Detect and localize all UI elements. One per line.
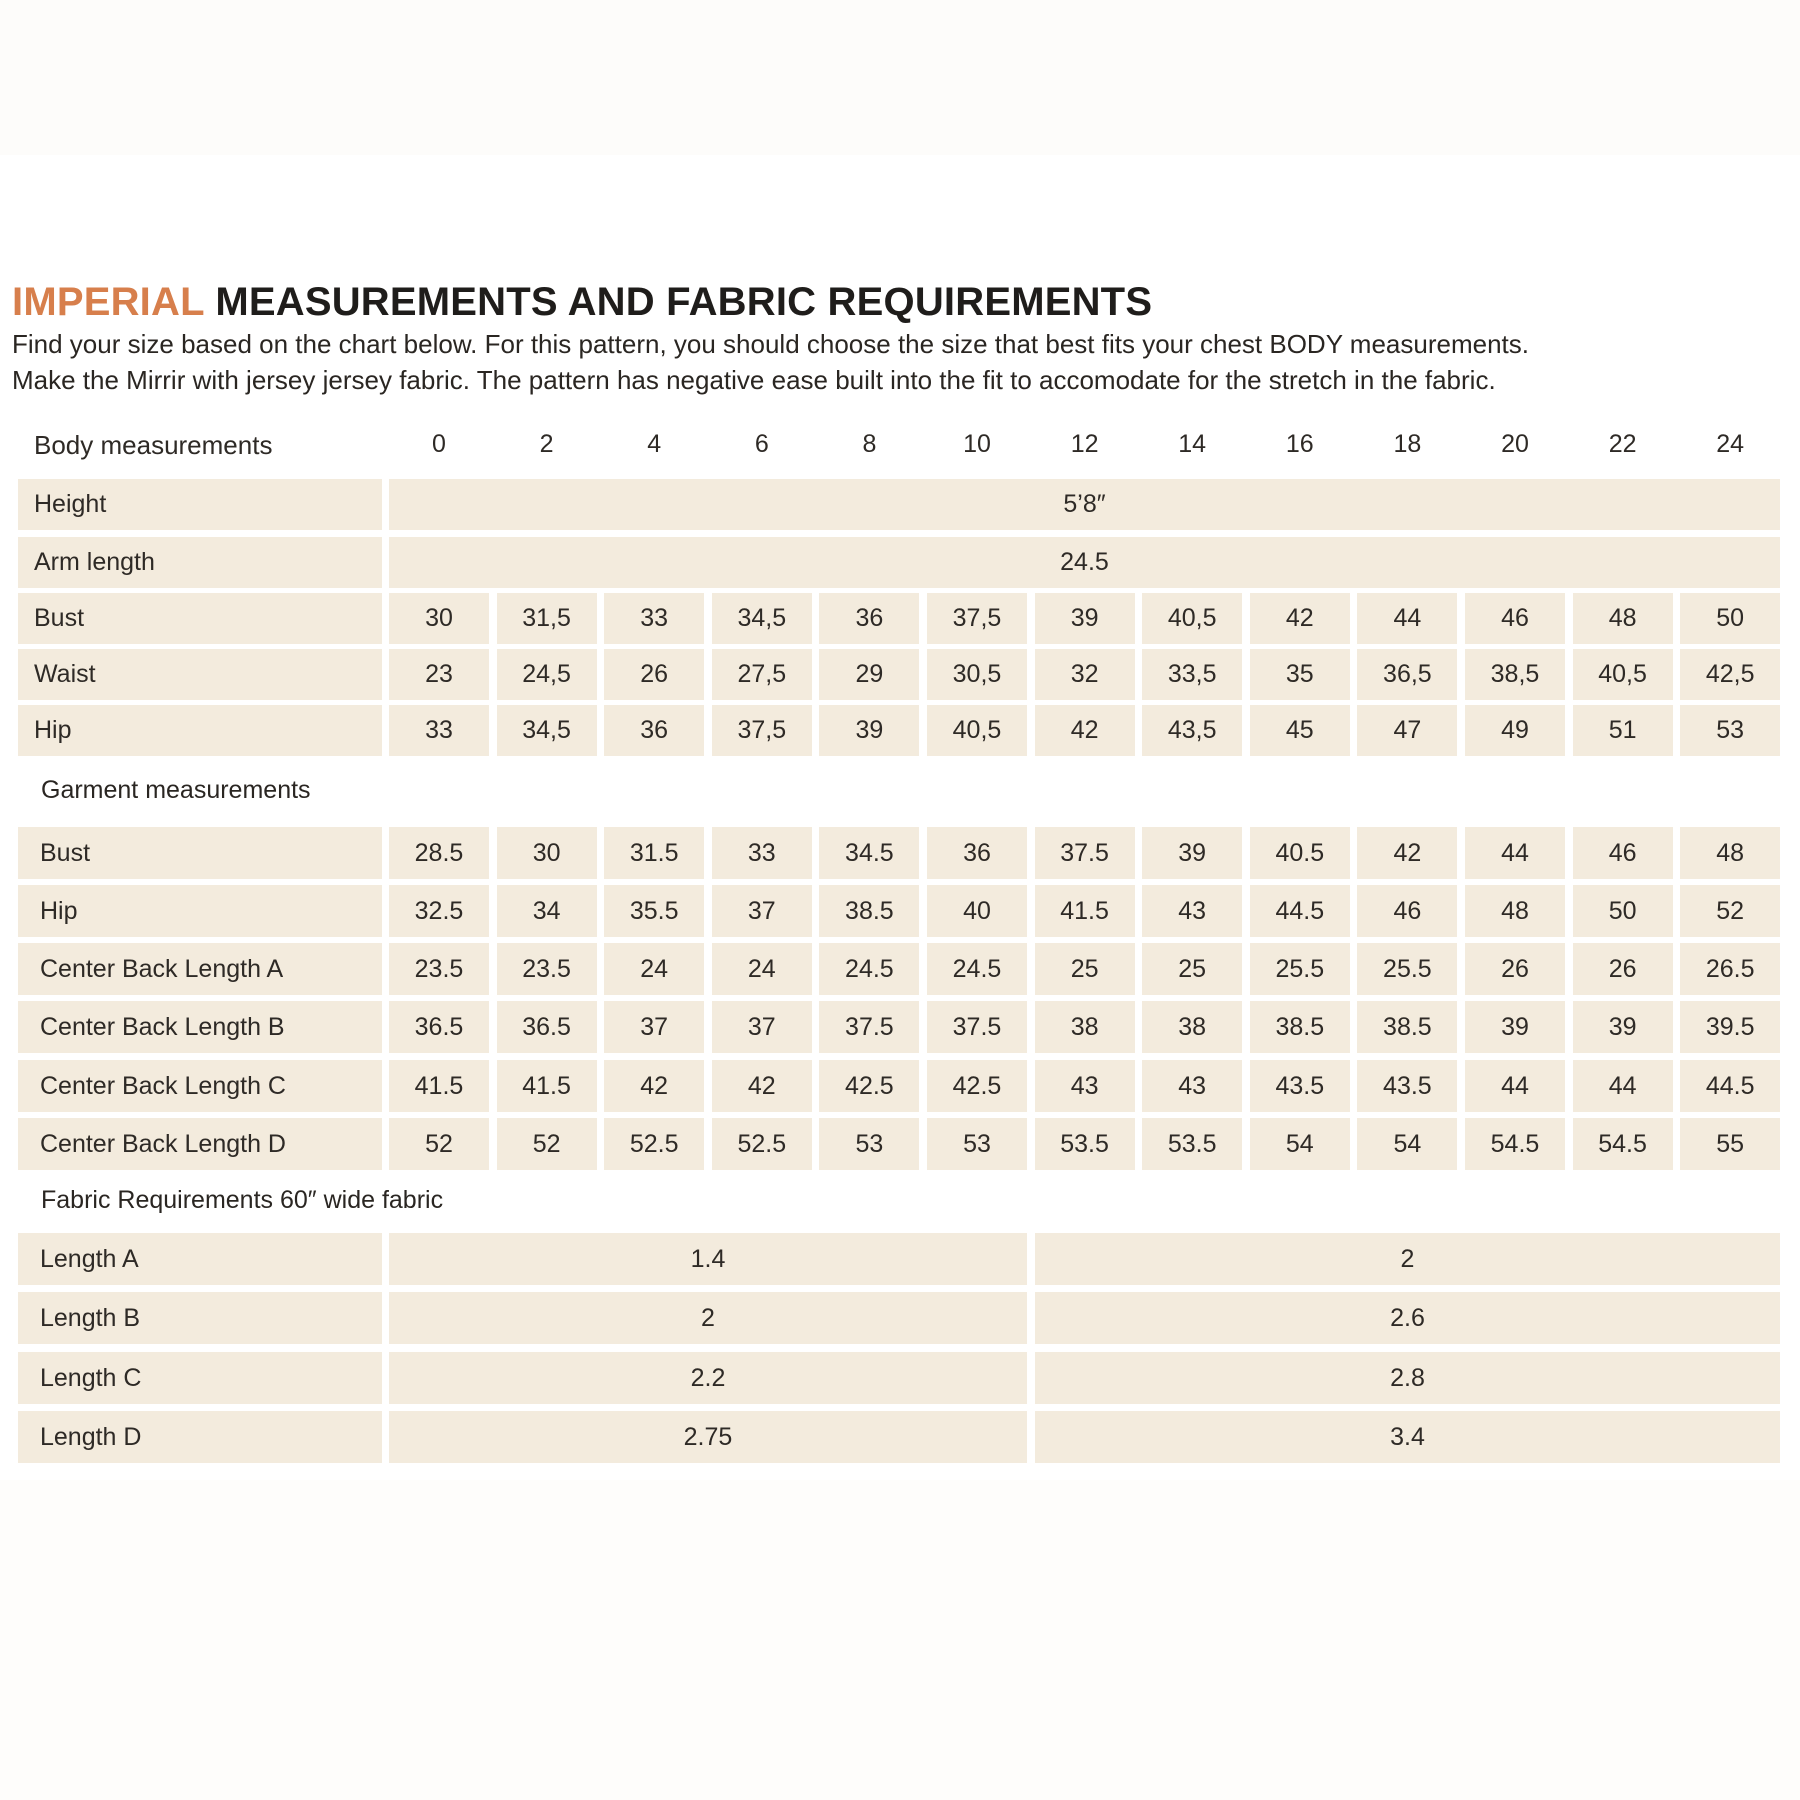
value-cell: 26 xyxy=(1573,943,1673,995)
garment-section-label: Garment measurements xyxy=(41,776,311,804)
value-cell: 54 xyxy=(1357,1118,1457,1170)
value-cell: 42 xyxy=(1035,705,1135,756)
value-cell: 25 xyxy=(1035,943,1135,995)
value-cell: 43.5 xyxy=(1357,1060,1457,1112)
value-cell: 42.5 xyxy=(927,1060,1027,1112)
intro-line: Find your size based on the chart below. For this pattern, you should choose the size that best fits your chest BODY measurements. xyxy=(12,329,1529,359)
value-cell: 26.5 xyxy=(1680,943,1780,995)
value-cell: 24 xyxy=(604,943,704,995)
size-header: 4 xyxy=(647,430,662,458)
intro-text xyxy=(12,326,1529,398)
row-label: Center Back Length D xyxy=(18,1118,382,1170)
value-cell: 30,5 xyxy=(927,649,1027,700)
value-cell: 34.5 xyxy=(819,827,919,879)
size-header: 14 xyxy=(1178,430,1207,458)
value-cell: 53 xyxy=(819,1118,919,1170)
fabric-value-cell-small: 1.4 xyxy=(389,1233,1027,1285)
value-cell: 34 xyxy=(497,885,597,937)
fabric-value-cell-large: 2.6 xyxy=(1035,1292,1780,1344)
value-cell: 51 xyxy=(1573,705,1673,756)
row-label: Length D xyxy=(18,1411,382,1463)
intro-line: Make the Mirrir with jersey jersey fabric. The pattern has negative ease built into the fit to accomodate for the stretch in the fabric. xyxy=(12,365,1496,395)
value-cell: 31.5 xyxy=(604,827,704,879)
value-cell: 25.5 xyxy=(1250,943,1350,995)
row-label: Hip xyxy=(18,705,382,756)
value-cell: 50 xyxy=(1680,593,1780,644)
row-label: Bust xyxy=(18,827,382,879)
value-cell: 39 xyxy=(1142,827,1242,879)
value-cell: 54 xyxy=(1250,1118,1350,1170)
value-cell: 52 xyxy=(497,1118,597,1170)
fabric-value-cell-large: 3.4 xyxy=(1035,1411,1780,1463)
row-label: Waist xyxy=(18,649,382,700)
value-cell: 37 xyxy=(712,885,812,937)
value-cell: 38.5 xyxy=(1250,1001,1350,1053)
fabric-value-cell-large: 2.8 xyxy=(1035,1352,1780,1404)
value-cell: 33 xyxy=(389,705,489,756)
value-cell: 26 xyxy=(1465,943,1565,995)
value-cell: 28.5 xyxy=(389,827,489,879)
page-title xyxy=(12,280,1152,325)
value-cell: 40,5 xyxy=(927,705,1027,756)
value-cell: 36 xyxy=(604,705,704,756)
value-cell: 52 xyxy=(1680,885,1780,937)
value-cell: 37,5 xyxy=(927,593,1027,644)
value-cell: 52.5 xyxy=(712,1118,812,1170)
value-cell: 30 xyxy=(497,827,597,879)
value-cell: 44 xyxy=(1573,1060,1673,1112)
value-cell: 48 xyxy=(1465,885,1565,937)
value-cell: 24 xyxy=(712,943,812,995)
value-cell: 47 xyxy=(1357,705,1457,756)
value-cell: 45 xyxy=(1250,705,1350,756)
value-cell: 35 xyxy=(1250,649,1350,700)
value-cell: 40 xyxy=(927,885,1027,937)
value-cell: 42 xyxy=(1357,827,1457,879)
fabric-value-cell-small: 2 xyxy=(389,1292,1027,1344)
value-cell: 43 xyxy=(1142,1060,1242,1112)
value-cell: 23.5 xyxy=(497,943,597,995)
size-header: 22 xyxy=(1608,430,1637,458)
size-header: 2 xyxy=(539,430,554,458)
size-header: 8 xyxy=(862,430,877,458)
value-cell: 23.5 xyxy=(389,943,489,995)
value-cell: 25.5 xyxy=(1357,943,1457,995)
title-accent: IMPERIAL xyxy=(12,280,204,324)
merged-value-cell: 5’8″ xyxy=(389,479,1780,530)
value-cell: 26 xyxy=(604,649,704,700)
value-cell: 36.5 xyxy=(389,1001,489,1053)
size-header: 6 xyxy=(754,430,769,458)
value-cell: 48 xyxy=(1680,827,1780,879)
value-cell: 39 xyxy=(1573,1001,1673,1053)
value-cell: 42.5 xyxy=(819,1060,919,1112)
value-cell: 37 xyxy=(604,1001,704,1053)
value-cell: 43 xyxy=(1035,1060,1135,1112)
value-cell: 53.5 xyxy=(1142,1118,1242,1170)
value-cell: 33 xyxy=(604,593,704,644)
value-cell: 55 xyxy=(1680,1118,1780,1170)
value-cell: 37,5 xyxy=(712,705,812,756)
value-cell: 52 xyxy=(389,1118,489,1170)
row-label: Length A xyxy=(18,1233,382,1285)
row-label: Bust xyxy=(18,593,382,644)
value-cell: 29 xyxy=(819,649,919,700)
value-cell: 33 xyxy=(712,827,812,879)
value-cell: 37 xyxy=(712,1001,812,1053)
value-cell: 41.5 xyxy=(1035,885,1135,937)
value-cell: 33,5 xyxy=(1142,649,1242,700)
value-cell: 53 xyxy=(927,1118,1027,1170)
value-cell: 40.5 xyxy=(1250,827,1350,879)
value-cell: 42 xyxy=(712,1060,812,1112)
value-cell: 39 xyxy=(819,705,919,756)
value-cell: 37.5 xyxy=(1035,827,1135,879)
value-cell: 44 xyxy=(1465,1060,1565,1112)
value-cell: 38 xyxy=(1142,1001,1242,1053)
value-cell: 43 xyxy=(1142,885,1242,937)
value-cell: 53.5 xyxy=(1035,1118,1135,1170)
top-band xyxy=(0,0,1800,155)
fabric-value-cell-large: 2 xyxy=(1035,1233,1780,1285)
size-header: 0 xyxy=(432,430,446,458)
size-header: 20 xyxy=(1501,430,1529,458)
merged-value-cell: 24.5 xyxy=(389,537,1780,588)
value-cell: 31,5 xyxy=(497,593,597,644)
row-label: Hip xyxy=(18,885,382,937)
title-rest: MEASUREMENTS AND FABRIC REQUIREMENTS xyxy=(215,280,1153,324)
value-cell: 39.5 xyxy=(1680,1001,1780,1053)
value-cell: 44.5 xyxy=(1250,885,1350,937)
value-cell: 36.5 xyxy=(497,1001,597,1053)
value-cell: 38.5 xyxy=(819,885,919,937)
value-cell: 38.5 xyxy=(1357,1001,1457,1053)
row-label: Center Back Length C xyxy=(18,1060,382,1112)
value-cell: 42 xyxy=(604,1060,704,1112)
value-cell: 38 xyxy=(1035,1001,1135,1053)
row-label: Length C xyxy=(18,1352,382,1404)
value-cell: 42,5 xyxy=(1680,649,1780,700)
value-cell: 32.5 xyxy=(389,885,489,937)
value-cell: 40,5 xyxy=(1142,593,1242,644)
row-label: Length B xyxy=(18,1292,382,1344)
size-header: 10 xyxy=(963,430,991,458)
value-cell: 43.5 xyxy=(1250,1060,1350,1112)
value-cell: 35.5 xyxy=(604,885,704,937)
value-cell: 41.5 xyxy=(497,1060,597,1112)
value-cell: 48 xyxy=(1573,593,1673,644)
value-cell: 34,5 xyxy=(497,705,597,756)
value-cell: 23 xyxy=(389,649,489,700)
value-cell: 27,5 xyxy=(712,649,812,700)
value-cell: 34,5 xyxy=(712,593,812,644)
body-measurements-header: Body measurements xyxy=(34,430,273,460)
value-cell: 46 xyxy=(1573,827,1673,879)
size-header: 16 xyxy=(1285,430,1314,458)
value-cell: 54.5 xyxy=(1465,1118,1565,1170)
fabric-value-cell-small: 2.75 xyxy=(389,1411,1027,1463)
value-cell: 49 xyxy=(1465,705,1565,756)
value-cell: 37.5 xyxy=(819,1001,919,1053)
value-cell: 44 xyxy=(1465,827,1565,879)
value-cell: 41.5 xyxy=(389,1060,489,1112)
value-cell: 43,5 xyxy=(1142,705,1242,756)
row-label: Center Back Length B xyxy=(18,1001,382,1053)
value-cell: 39 xyxy=(1465,1001,1565,1053)
value-cell: 25 xyxy=(1142,943,1242,995)
value-cell: 54.5 xyxy=(1573,1118,1673,1170)
value-cell: 24,5 xyxy=(497,649,597,700)
fabric-section-label: Fabric Requirements 60″ wide fabric xyxy=(41,1186,444,1214)
value-cell: 40,5 xyxy=(1573,649,1673,700)
value-cell: 36 xyxy=(819,593,919,644)
value-cell: 36,5 xyxy=(1357,649,1457,700)
row-label: Center Back Length A xyxy=(18,943,382,995)
size-header: 24 xyxy=(1716,430,1745,458)
fabric-value-cell-small: 2.2 xyxy=(389,1352,1027,1404)
value-cell: 24.5 xyxy=(819,943,919,995)
row-label: Height xyxy=(18,479,382,530)
value-cell: 50 xyxy=(1573,885,1673,937)
value-cell: 44.5 xyxy=(1680,1060,1780,1112)
value-cell: 32 xyxy=(1035,649,1135,700)
size-header: 18 xyxy=(1393,430,1422,458)
value-cell: 53 xyxy=(1680,705,1780,756)
value-cell: 46 xyxy=(1465,593,1565,644)
value-cell: 38,5 xyxy=(1465,649,1565,700)
value-cell: 42 xyxy=(1250,593,1350,644)
value-cell: 46 xyxy=(1357,885,1457,937)
size-header: 12 xyxy=(1070,430,1099,458)
value-cell: 30 xyxy=(389,593,489,644)
bottom-band xyxy=(0,1480,1800,1800)
value-cell: 39 xyxy=(1035,593,1135,644)
value-cell: 52.5 xyxy=(604,1118,704,1170)
value-cell: 37.5 xyxy=(927,1001,1027,1053)
value-cell: 24.5 xyxy=(927,943,1027,995)
value-cell: 44 xyxy=(1357,593,1457,644)
value-cell: 36 xyxy=(927,827,1027,879)
row-label: Arm length xyxy=(18,537,382,588)
